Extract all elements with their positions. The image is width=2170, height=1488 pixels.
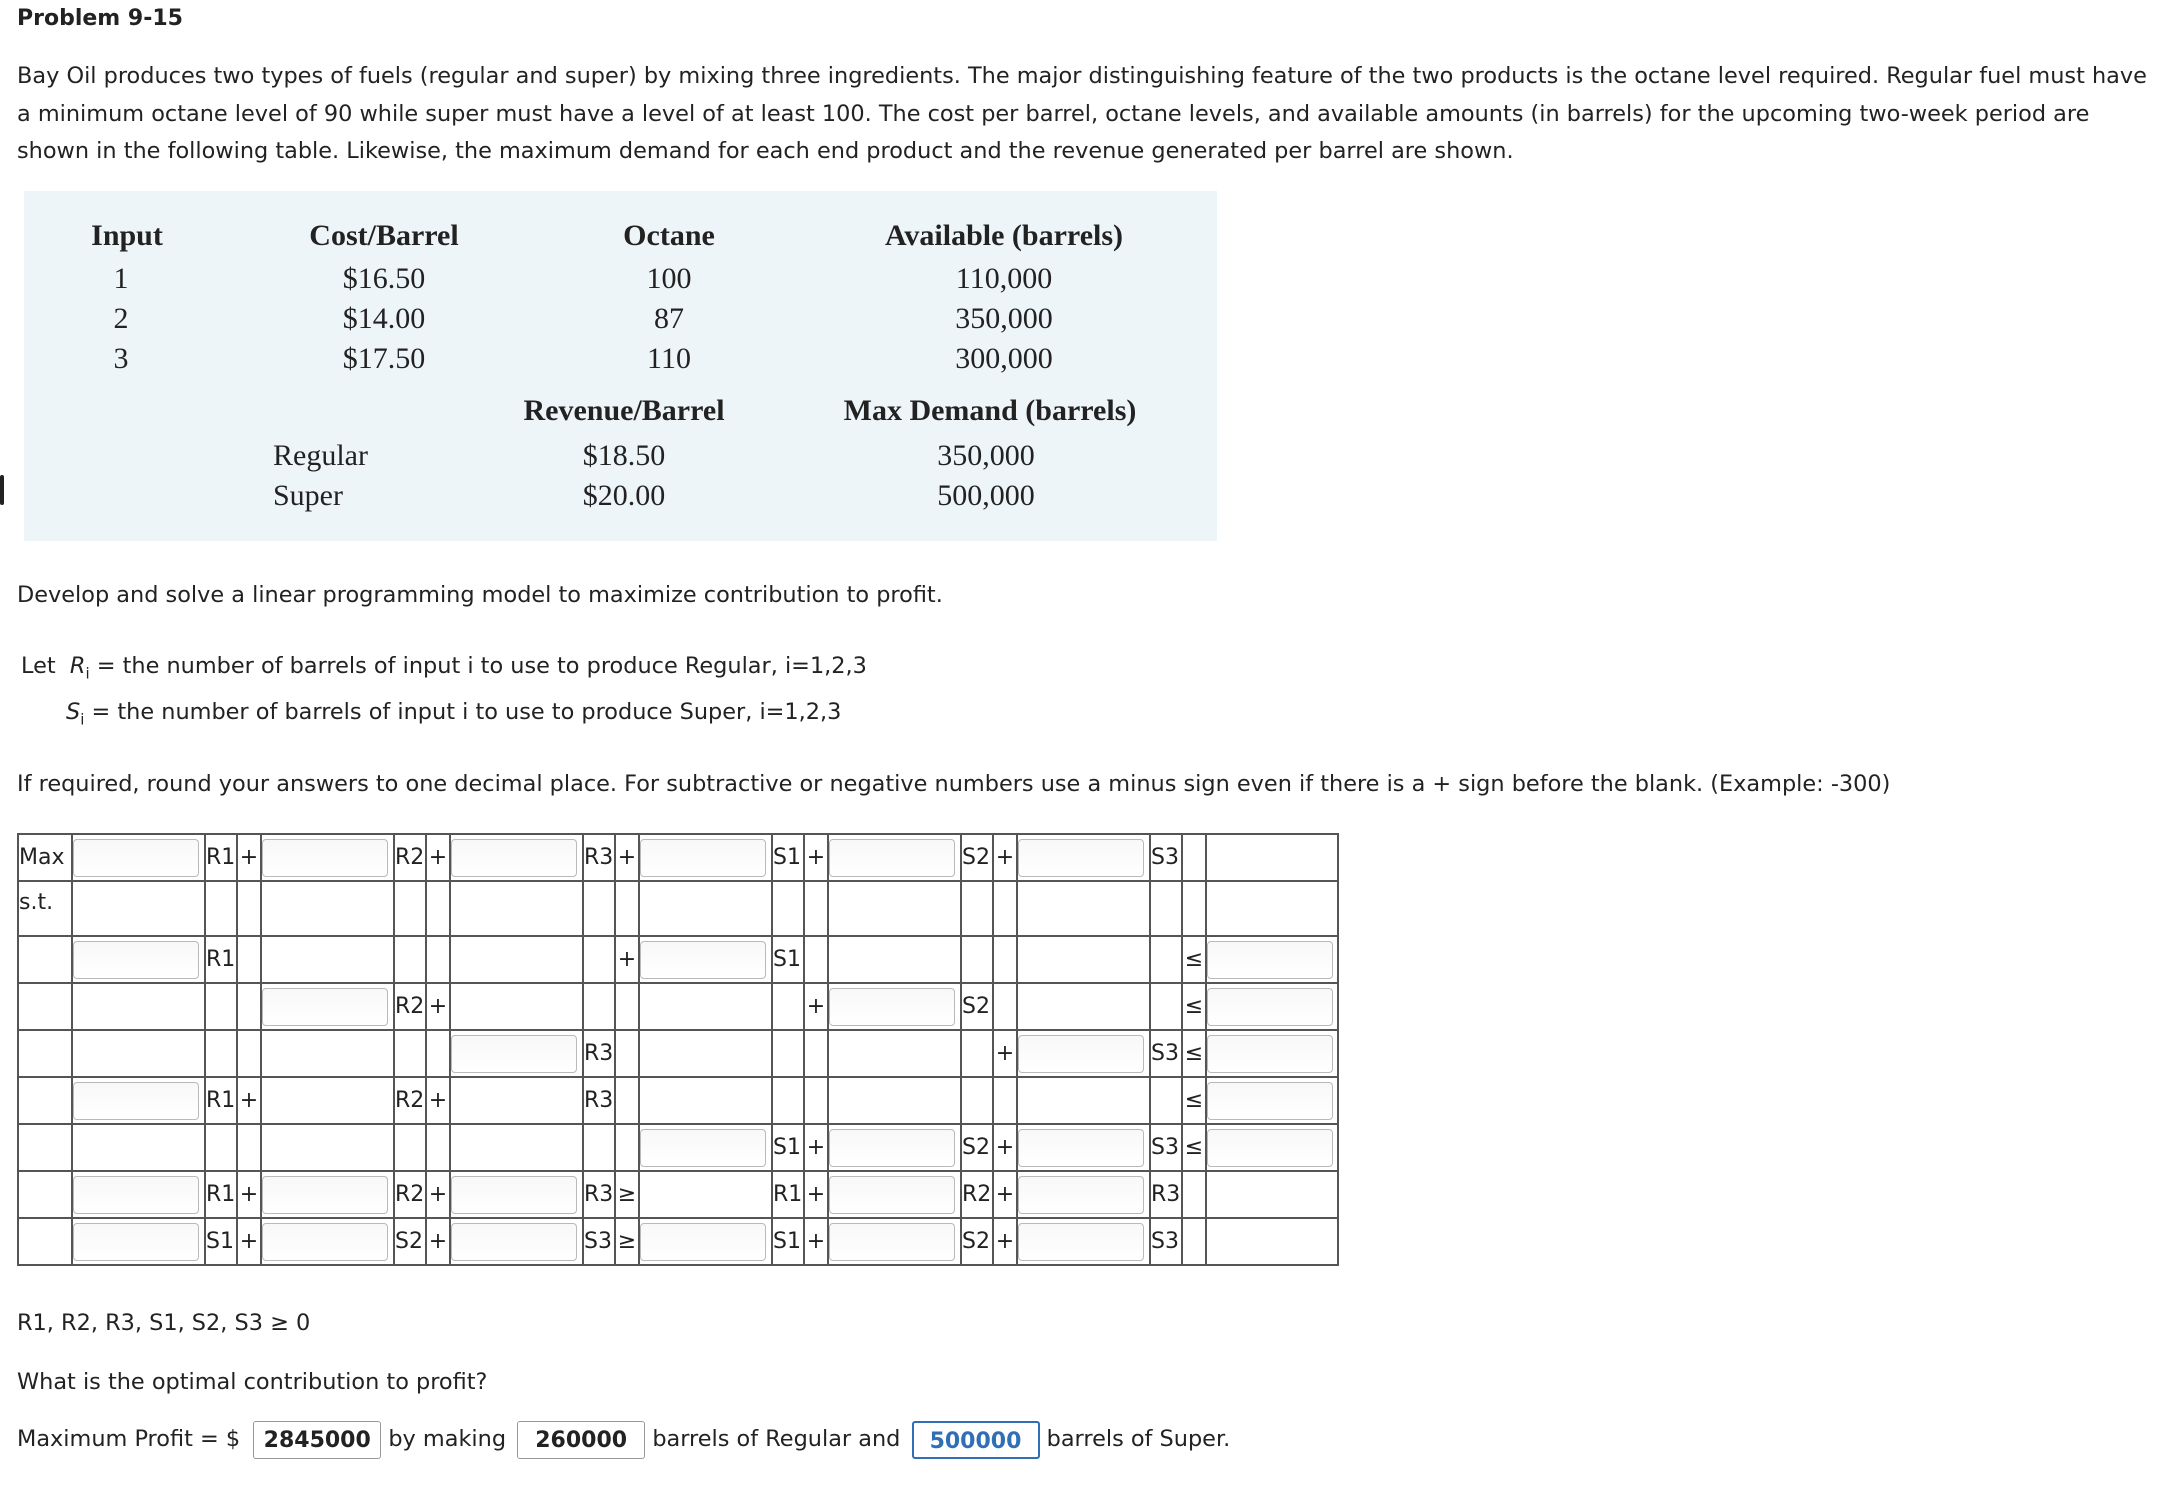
- c2-coef-s2[interactable]: [829, 988, 955, 1026]
- c5-coef-s3[interactable]: [1018, 1129, 1144, 1167]
- c6-coef-r3[interactable]: [451, 1176, 577, 1214]
- c5-coef-s2[interactable]: [829, 1129, 955, 1167]
- input-1-cost: $16.50: [342, 262, 426, 295]
- input-1-octane: 100: [646, 262, 692, 295]
- c4-rhs[interactable]: [1207, 1082, 1333, 1120]
- data-table-image: [24, 191, 1217, 541]
- by-making-label: by making: [388, 1426, 507, 1452]
- c6-coef-r2[interactable]: [262, 1176, 388, 1214]
- header-available: Available (barrels): [884, 219, 1124, 252]
- c3-coef-r3[interactable]: [451, 1035, 577, 1073]
- constraint-row-5: S1 + S2 + S3 ≤: [18, 1124, 1338, 1171]
- header-input: Input: [91, 219, 163, 252]
- c1-coef-s1[interactable]: [640, 941, 766, 979]
- super-answer-field[interactable]: 500000: [912, 1421, 1040, 1459]
- instruction-text: Develop and solve a linear programming model to maximize contribution to profit.: [17, 582, 943, 608]
- input-3-cost: $17.50: [342, 342, 426, 375]
- header-octane: Octane: [623, 219, 715, 252]
- constraint-row-7: S1 + S2 + S3 ≥ S1 + S2 + S3: [18, 1218, 1338, 1265]
- header-max-demand: Max Demand (barrels): [843, 394, 1137, 427]
- left-edge-marker: [0, 475, 4, 505]
- definition-s: $S_i$ = the number of barrels of input i to use to produce Super, i=1,2,3: [66, 699, 842, 729]
- header-cost: Cost/Barrel: [309, 219, 459, 252]
- objective-coef-r3[interactable]: [451, 839, 577, 877]
- super-label: barrels of Super.: [1046, 1426, 1231, 1452]
- input-2-id: 2: [113, 302, 129, 335]
- c3-coef-s3[interactable]: [1018, 1035, 1144, 1073]
- objective-coef-s3[interactable]: [1018, 839, 1144, 877]
- product-super-revenue: $20.00: [582, 479, 666, 512]
- c7-coef-s1[interactable]: [73, 1223, 199, 1261]
- constraint-row-2: R2 + + S2 ≤: [18, 983, 1338, 1030]
- header-revenue: Revenue/Barrel: [523, 394, 725, 427]
- c6-coef-r2-right[interactable]: [829, 1176, 955, 1214]
- product-regular-revenue: $18.50: [582, 439, 666, 472]
- input-3-available: 300,000: [955, 342, 1053, 375]
- input-2-available: 350,000: [955, 302, 1053, 335]
- profit-label: Maximum Profit = $: [17, 1426, 241, 1452]
- c1-rhs[interactable]: [1207, 941, 1333, 979]
- max-label: Max: [18, 834, 72, 881]
- c5-coef-s1[interactable]: [640, 1129, 766, 1167]
- regular-label: barrels of Regular and: [652, 1426, 901, 1452]
- c7-coef-s1-right[interactable]: [640, 1223, 766, 1261]
- input-1-id: 1: [113, 262, 129, 295]
- c1-coef-r1[interactable]: [73, 941, 199, 979]
- question-text: What is the optimal contribution to profit?: [17, 1369, 488, 1395]
- objective-coef-r1[interactable]: [73, 839, 199, 877]
- product-regular-demand: 350,000: [937, 439, 1035, 472]
- c2-rhs[interactable]: [1207, 988, 1333, 1026]
- objective-coef-s1[interactable]: [640, 839, 766, 877]
- c7-coef-s2-right[interactable]: [829, 1223, 955, 1261]
- constraint-row-3: R3 + S3 ≤: [18, 1030, 1338, 1077]
- st-row: [18, 881, 1338, 936]
- input-2-cost: $14.00: [342, 302, 426, 335]
- lp-model-table: [17, 833, 1339, 1266]
- st-label: s.t.: [18, 881, 72, 936]
- product-super-demand: 500,000: [937, 479, 1035, 512]
- objective-coef-r2[interactable]: [262, 839, 388, 877]
- c7-coef-s2[interactable]: [262, 1223, 388, 1261]
- answer-line: [17, 1419, 1230, 1459]
- rounding-note: If required, round your answers to one decimal place. For subtractive or negative numbers use a minus sign even if there is a + sign before the blank. (Example: -300): [17, 771, 1891, 797]
- c4-coef-r1[interactable]: [73, 1082, 199, 1120]
- c2-coef-r2[interactable]: [262, 988, 388, 1026]
- constraint-row-1: R1 + S1 ≤: [18, 936, 1338, 983]
- product-super-name: Super: [273, 479, 343, 512]
- nonnegativity: R1, R2, R3, S1, S2, S3 ≥ 0: [17, 1310, 311, 1336]
- input-2-octane: 87: [654, 302, 684, 335]
- c5-rhs[interactable]: [1207, 1129, 1333, 1167]
- constraint-row-6: R1 + R2 + R3 ≥ R1 + R2 + R3: [18, 1171, 1338, 1218]
- c6-coef-r3-right[interactable]: [1018, 1176, 1144, 1214]
- c3-rhs[interactable]: [1207, 1035, 1333, 1073]
- c7-coef-s3-right[interactable]: [1018, 1223, 1144, 1261]
- input-3-id: 3: [113, 342, 129, 375]
- problem-title: Problem 9-15: [17, 6, 183, 31]
- problem-statement: Bay Oil produces two types of fuels (regular and super) by mixing three ingredients. The major distinguishing feature of the two products is the octane level required. Regular fuel must have a minimum octane level of 90 while super must have a level of at least 100. The cost per barrel, octane levels, and available amounts (in barrels) for the upcoming two-week period are shown in the following table. Likewise, the maximum demand for each end product and the revenue generated per barrel are shown.: [17, 63, 2147, 164]
- objective-row: Max R1 + R2 + R3 + S1 + S2 + S3: [18, 834, 1338, 881]
- profit-answer-field[interactable]: 2845000: [253, 1421, 381, 1459]
- product-regular-name: Regular: [273, 439, 368, 472]
- c6-coef-r1[interactable]: [73, 1176, 199, 1214]
- input-1-available: 110,000: [955, 262, 1053, 295]
- regular-answer-field[interactable]: 260000: [517, 1421, 645, 1459]
- objective-coef-s2[interactable]: [829, 839, 955, 877]
- input-3-octane: 110: [647, 342, 691, 375]
- c7-coef-s3[interactable]: [451, 1223, 577, 1261]
- definition-r: Let $R_i$ = the number of barrels of input i to use to produce Regular, i=1,2,3: [21, 653, 867, 683]
- constraint-row-4: R1 + R2 + R3 ≤: [18, 1077, 1338, 1124]
